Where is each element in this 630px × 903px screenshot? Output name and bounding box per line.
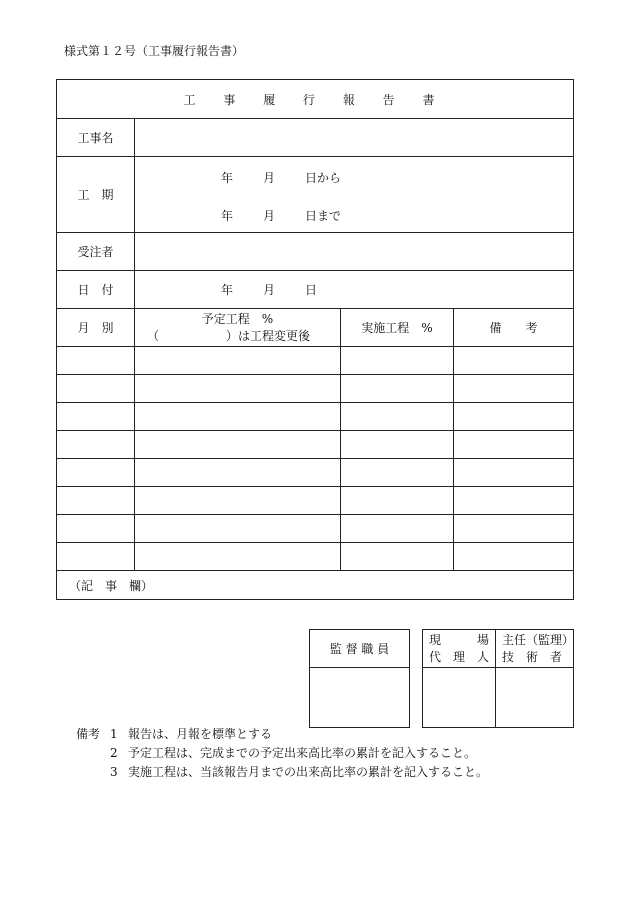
table-row [57,347,574,375]
table-row [57,543,574,571]
supervisor-box [309,629,410,728]
site-agent-seal-field[interactable] [423,668,496,728]
period-label: 工 期 [57,157,135,233]
date-field[interactable]: 年 月 日 [135,271,574,309]
report-title: 工 事 履 行 報 告 書 [57,80,574,119]
period-to: 年 月 日まで [221,209,342,223]
planned-header: 予定工程 % （ ）は工程変更後 [135,309,341,347]
chief-engineer-label: 主任（監理） 技 術 者 [496,630,574,668]
month-header: 月 別 [57,309,135,347]
agent-engineer-box [422,629,574,728]
chief-engineer-seal-field[interactable] [496,668,574,728]
supervisor-label: 監 督 職 員 [310,630,410,668]
table-row [57,431,574,459]
contractor-field[interactable] [135,233,574,271]
notes-label: （記 事 欄） [69,578,154,593]
period-field[interactable] [135,157,574,233]
period-from: 年 月 日から [221,171,342,185]
actual-header: 実施工程 % [341,309,454,347]
table-row [57,487,574,515]
site-agent-label: 現 場 代 理 人 [423,630,496,668]
contractor-label: 受注者 [57,233,135,271]
remarks-notes: 備考 1 報告は、月報を標準とする 2 予定工程は、完成までの予定出来高比率の累計を記入すること。 3 実施工程は、当該報告月までの出来高比率の累計を記入すること。 [76,727,489,779]
table-row [57,459,574,487]
notes-field[interactable] [57,571,574,600]
construction-name-label: 工事名 [57,119,135,157]
form-number: 様式第１２号（工事履行報告書） [64,44,245,58]
remarks-header: 備 考 [454,309,574,347]
table-row [57,515,574,543]
date-label: 日 付 [57,271,135,309]
supervisor-seal-field[interactable] [310,668,410,728]
table-row [57,375,574,403]
report-table [56,79,574,600]
construction-name-field[interactable] [135,119,574,157]
table-row [57,403,574,431]
